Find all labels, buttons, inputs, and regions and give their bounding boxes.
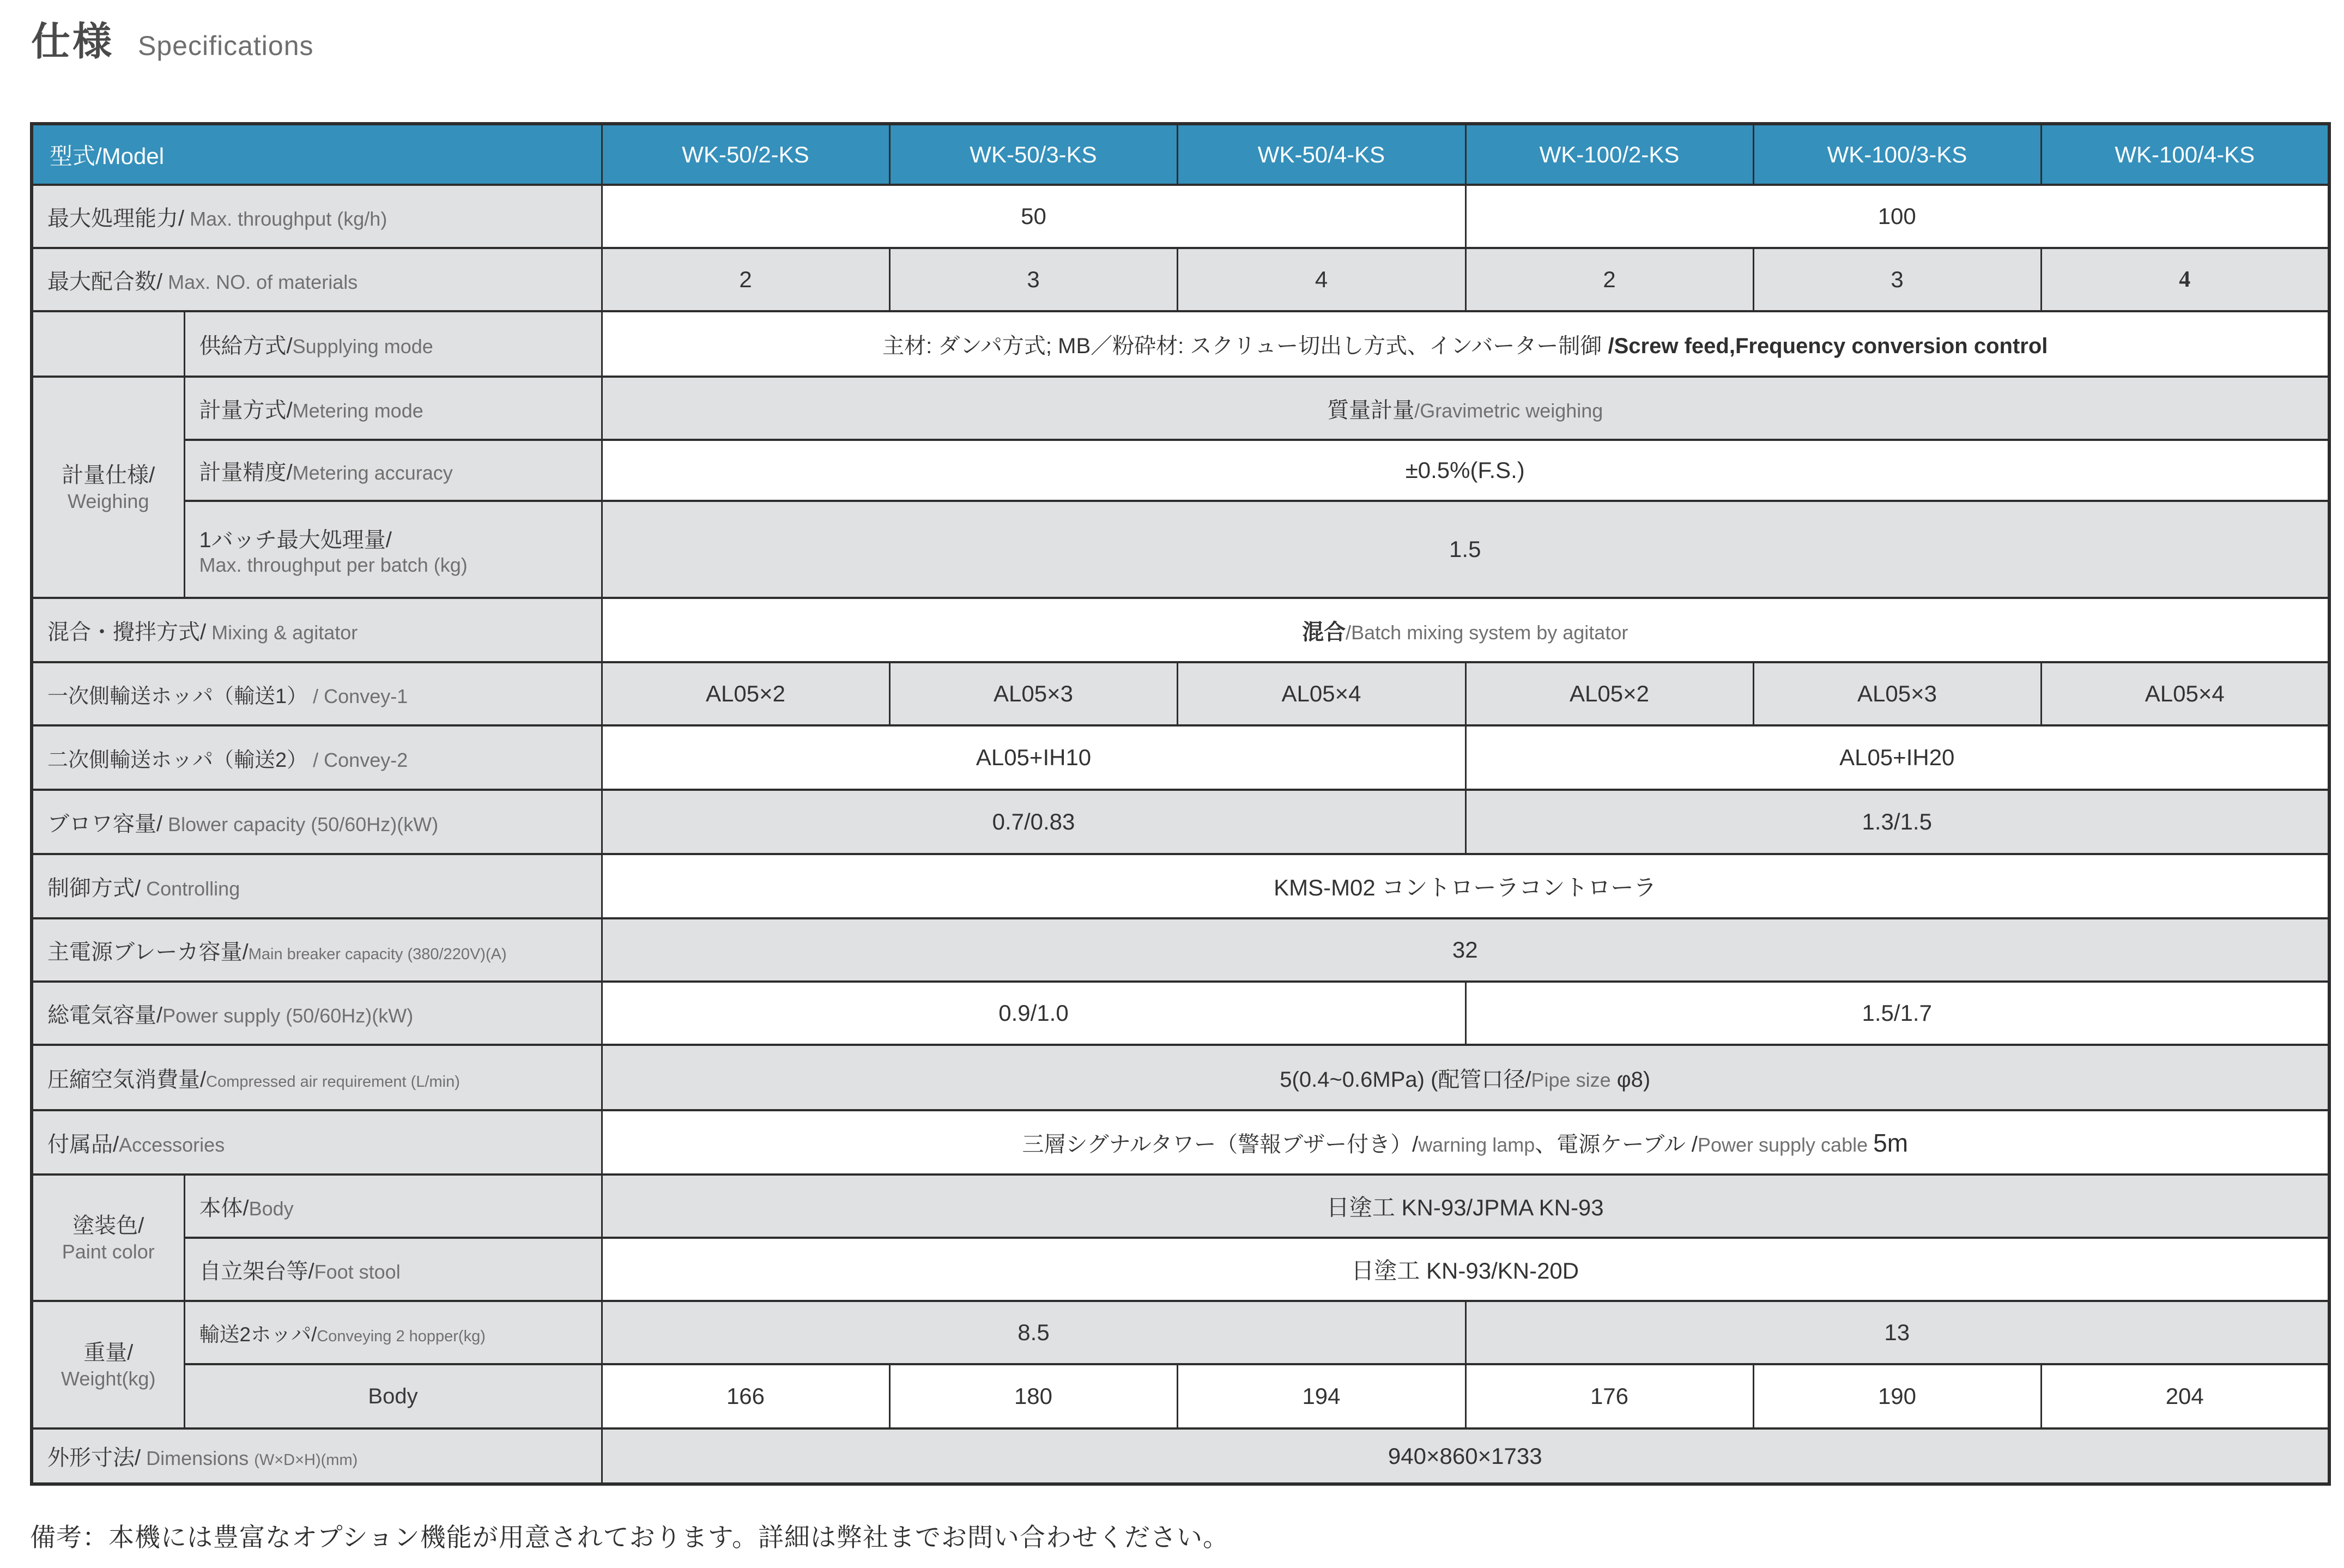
- value-convey2-100: AL05+IH20: [1465, 725, 2329, 790]
- label-convey1: [32, 662, 602, 725]
- group-paint-color: [32, 1175, 184, 1301]
- label-weight-hopper: [184, 1301, 602, 1364]
- header-model-3: WK-50/4-KS: [1177, 124, 1465, 185]
- label-paint-body: [184, 1175, 602, 1238]
- value-mixing: [602, 598, 2329, 662]
- value-weight-body-2: 180: [889, 1364, 1177, 1428]
- label-controlling: [32, 854, 602, 918]
- group-label-jp: 計量仕様/: [62, 463, 155, 487]
- label-jp: 外形寸法/: [47, 1446, 141, 1470]
- value-convey1-5: AL05×3: [1753, 662, 2041, 725]
- label-jp: 輸送2ホッパ/: [199, 1323, 317, 1346]
- label-jp: 二次側輸送ホッパ（輸送2）: [47, 748, 308, 772]
- label-jp: 供給方式/: [199, 334, 293, 358]
- value-convey1-2: AL05×3: [889, 662, 1177, 725]
- value-part1: 三層シグナルタワー（警報ブザー付き）/: [1022, 1132, 1419, 1157]
- value-breaker: 32: [602, 918, 2329, 982]
- value-convey1-1: AL05×2: [602, 662, 889, 725]
- page-title-en: Specifications: [138, 31, 314, 61]
- table-row-metering-mode: [32, 377, 2329, 440]
- label-en: Body: [249, 1197, 294, 1220]
- table-row-accessories: [32, 1110, 2329, 1175]
- label-en: Max. NO. of materials: [162, 270, 358, 293]
- label-en: Metering mode: [292, 399, 423, 422]
- value-part5: 5m: [1873, 1128, 1909, 1157]
- group-label-jp: 塗装色/: [72, 1213, 144, 1238]
- group-label-jp: 重量/: [83, 1340, 134, 1365]
- label-en: Power supply (50/60Hz)(kW): [162, 1004, 414, 1027]
- label-batch: [184, 501, 602, 598]
- table-row-convey2: [32, 725, 2329, 790]
- header-model-5: WK-100/3-KS: [1753, 124, 2041, 185]
- label-en: Max. throughput per batch (kg): [199, 553, 468, 576]
- value-weight-body-3: 194: [1177, 1364, 1465, 1428]
- label-jp: 自立架台等/: [199, 1259, 314, 1284]
- value-weight-body-1: 166: [602, 1364, 889, 1428]
- value-blower-100: 1.3/1.5: [1465, 790, 2329, 854]
- label-jp: 混合・攪拌方式/: [47, 620, 207, 644]
- value-materials-5: 3: [1753, 248, 2041, 311]
- value-part1: 5(0.4~0.6MPa) (配管口径/: [1280, 1067, 1531, 1092]
- label-jp: 最大配合数/: [47, 269, 163, 294]
- table-row-breaker: [32, 918, 2329, 982]
- table-row-paint-body: [32, 1175, 2329, 1238]
- label-en: Conveying 2 hopper(kg): [317, 1328, 486, 1345]
- header-model-2: WK-50/3-KS: [889, 124, 1177, 185]
- label-accessories: [32, 1110, 602, 1175]
- label-breaker: [32, 918, 602, 982]
- label-jp: 計量方式/: [199, 398, 293, 422]
- value-accessories: [602, 1110, 2329, 1175]
- label-en: Supplying mode: [292, 335, 433, 358]
- value-weight-body-6: 204: [2041, 1364, 2329, 1428]
- value-power-100: 1.5/1.7: [1465, 982, 2329, 1045]
- value-part4: Power supply cable: [1697, 1133, 1874, 1156]
- label-jp: 一次側輸送ホッパ（輸送1）: [47, 685, 308, 708]
- specifications-table: [30, 122, 2331, 1486]
- label-convey2: [32, 725, 602, 790]
- table-row-materials: [32, 248, 2329, 311]
- label-en: Max. throughput (kg/h): [184, 207, 387, 230]
- value-hopper-100: 13: [1465, 1301, 2329, 1364]
- label-en: Foot stool: [314, 1260, 401, 1283]
- label-weight-body: [184, 1364, 602, 1428]
- label-en: Blower capacity (50/60Hz)(kW): [162, 813, 439, 836]
- label-paint-foot: [184, 1238, 602, 1301]
- label-mixing: [32, 598, 602, 662]
- value-convey1-3: AL05×4: [1177, 662, 1465, 725]
- value-jp: 主材: ダンパ方式; MB／粉砕材: スクリュー切出し方式、インバーター制御: [882, 334, 1608, 358]
- label-metering-accuracy: [184, 440, 602, 501]
- label-jp: 付属品/: [47, 1132, 119, 1157]
- value-throughput-50: 50: [602, 185, 1465, 248]
- table-row-air: [32, 1045, 2329, 1110]
- label-en: Controlling: [141, 877, 240, 900]
- group-label-en: Weighing: [68, 489, 149, 512]
- footnote: 備考：本機には豊富なオプション機能が用意されております。詳細は弊社までお問い合わせください。: [30, 1523, 1229, 1552]
- value-throughput-100: 100: [1465, 185, 2329, 248]
- label-en: Compressed air requirement (L/min): [206, 1073, 460, 1091]
- value-weight-body-5: 190: [1753, 1364, 2041, 1428]
- label-en-small: (W×D×H)(mm): [254, 1451, 358, 1469]
- label-en: / Convey-2: [307, 748, 408, 771]
- value-en: /Batch mixing system by agitator: [1346, 621, 1628, 644]
- group-weighing: [32, 377, 184, 598]
- label-en: Mixing & agitator: [206, 621, 358, 644]
- table-row-mixing: [32, 598, 2329, 662]
- header-model-4: WK-100/2-KS: [1465, 124, 1753, 185]
- label-power: [32, 982, 602, 1045]
- table-row-blower: [32, 790, 2329, 854]
- label-en: Body: [368, 1384, 418, 1408]
- value-paint-body: 日塗工 KN-93/JPMA KN-93: [602, 1175, 2329, 1238]
- label-en: / Convey-1: [307, 685, 408, 707]
- label-max-throughput: [32, 185, 602, 248]
- table-row-throughput: [32, 185, 2329, 248]
- label-jp: 1バッチ最大処理量/: [199, 528, 392, 552]
- value-part2: warning lamp: [1418, 1133, 1535, 1156]
- table-row-batch: [32, 501, 2329, 598]
- value-convey1-6: AL05×4: [2041, 662, 2329, 725]
- group-label-en: Weight(kg): [61, 1367, 156, 1390]
- value-power-50: 0.9/1.0: [602, 982, 1465, 1045]
- page-title-jp: 仕様: [31, 20, 114, 64]
- table-row-convey1: [32, 662, 2329, 725]
- label-blower: [32, 790, 602, 854]
- value-convey2-50: AL05+IH10: [602, 725, 1465, 790]
- value-controlling: KMS-M02 コントローラコントローラ: [602, 854, 2329, 918]
- label-jp: 計量精度/: [199, 460, 293, 485]
- value-en: /Gravimetric weighing: [1414, 399, 1603, 422]
- label-en: Metering accuracy: [292, 461, 453, 484]
- table-row-weight-hopper: [32, 1301, 2329, 1364]
- value-materials-3: 4: [1177, 248, 1465, 311]
- table-row-weight-body: [32, 1364, 2329, 1428]
- value-materials-4: 2: [1465, 248, 1753, 311]
- value-convey1-4: AL05×2: [1465, 662, 1753, 725]
- label-en: Main breaker capacity (380/220V)(A): [248, 945, 507, 963]
- header-model-1: WK-50/2-KS: [602, 124, 889, 185]
- label-jp: 主電源ブレーカ容量/: [47, 940, 249, 964]
- table-row-metering-accuracy: [32, 440, 2329, 501]
- value-jp: 質量計量: [1327, 398, 1415, 422]
- label-en: Dimensions: [141, 1447, 255, 1469]
- value-jp: 混合: [1302, 620, 1346, 644]
- value-dimensions: 940×860×1733: [602, 1428, 2329, 1484]
- label-max-materials: [32, 248, 602, 311]
- label-jp: 総電気容量/: [47, 1003, 163, 1027]
- header-model-label: 型式/Model: [32, 124, 602, 185]
- value-paint-foot: 日塗工 KN-93/KN-20D: [602, 1238, 2329, 1301]
- value-en: /Screw feed,Frequency conversion control: [1608, 334, 2048, 358]
- table-row-controlling: [32, 854, 2329, 918]
- value-part3: 、電源ケーブル /: [1535, 1132, 1698, 1157]
- value-part2: Pipe size: [1531, 1068, 1611, 1091]
- cell-empty-group: [32, 311, 184, 377]
- table-row-supplying: [32, 311, 2329, 377]
- value-blower-50: 0.7/0.83: [602, 790, 1465, 854]
- value-materials-6: 4: [2041, 248, 2329, 311]
- table-row-power: [32, 982, 2329, 1045]
- table-row-header: [32, 124, 2329, 185]
- label-en: Accessories: [119, 1133, 225, 1156]
- value-materials-2: 3: [889, 248, 1177, 311]
- label-jp: 最大処理能力/: [47, 206, 185, 231]
- page-title: [31, 10, 314, 66]
- label-jp: ブロワ容量/: [47, 812, 163, 836]
- label-air: [32, 1045, 602, 1110]
- label-supplying-mode: [184, 311, 602, 377]
- value-hopper-50: 8.5: [602, 1301, 1465, 1364]
- label-metering-mode: [184, 377, 602, 440]
- table-row-dimensions: [32, 1428, 2329, 1484]
- header-model-6: WK-100/4-KS: [2041, 124, 2329, 185]
- value-air: [602, 1045, 2329, 1110]
- value-materials-1: 2: [602, 248, 889, 311]
- label-dimensions: [32, 1428, 602, 1484]
- value-weight-body-4: 176: [1465, 1364, 1753, 1428]
- value-batch: 1.5: [602, 501, 2329, 598]
- label-jp: 圧縮空気消費量/: [47, 1067, 207, 1092]
- group-label-en: Paint color: [62, 1240, 155, 1263]
- value-part3: φ8): [1610, 1067, 1651, 1092]
- label-jp: 制御方式/: [47, 876, 141, 900]
- table-row-paint-foot: [32, 1238, 2329, 1301]
- label-jp: 本体/: [199, 1196, 249, 1220]
- value-supplying-mode: [602, 311, 2329, 377]
- group-weight: [32, 1301, 184, 1428]
- value-metering-accuracy: ±0.5%(F.S.): [602, 440, 2329, 501]
- value-metering-mode: [602, 377, 2329, 440]
